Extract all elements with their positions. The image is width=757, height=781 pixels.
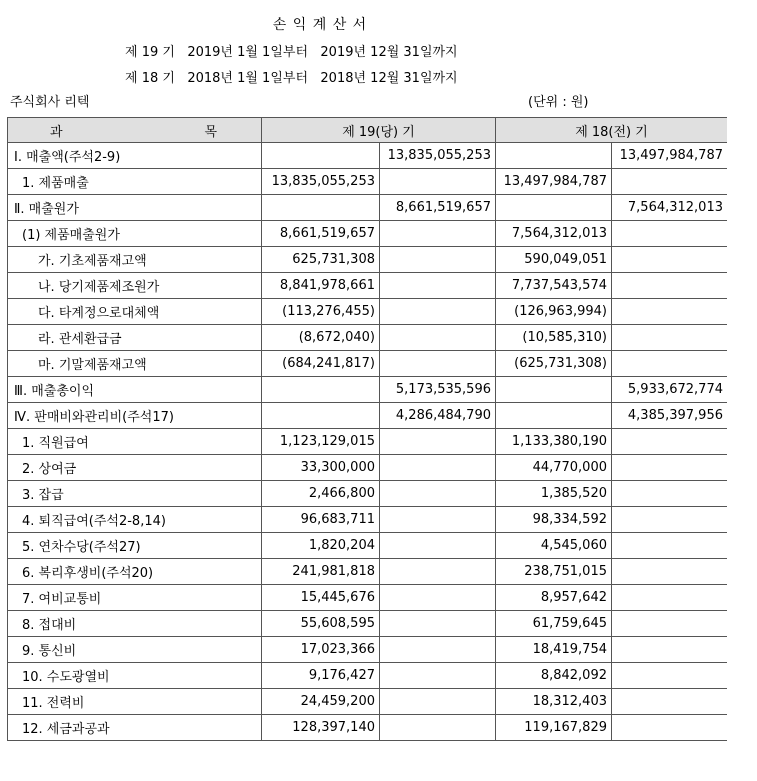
table-row	[8, 559, 728, 585]
current-total-cell: 13,835,055,253	[380, 143, 496, 169]
row-label: Ⅰ. 매출액(주석2-9)	[8, 143, 262, 169]
current-detail-cell: 1,123,129,015	[262, 429, 380, 455]
prior-total-cell	[612, 299, 728, 325]
company-name: 주식회사 리텍	[10, 95, 90, 110]
prior-detail-cell: 4,545,060	[496, 533, 612, 559]
current-detail-cell	[262, 195, 380, 221]
prior-detail-cell: (625,731,308)	[496, 351, 612, 377]
prior-detail-cell: 238,751,015	[496, 559, 612, 585]
prior-total-cell	[612, 351, 728, 377]
current-total-cell	[380, 715, 496, 741]
income-statement-table-container	[7, 117, 727, 781]
prior-detail-cell: 61,759,645	[496, 611, 612, 637]
row-label: 12. 세금과공과	[8, 715, 262, 741]
current-total-cell	[380, 221, 496, 247]
table-row	[8, 689, 728, 715]
current-period-line: 제 19 기 2019년 1월 1일부터 2019년 12월 31일까지	[125, 45, 458, 60]
current-detail-cell: 241,981,818	[262, 559, 380, 585]
row-label: 7. 여비교통비	[8, 585, 262, 611]
prior-detail-cell: 119,167,829	[496, 715, 612, 741]
current-total-cell	[380, 325, 496, 351]
current-detail-cell: 1,820,204	[262, 533, 380, 559]
prior-detail-cell	[496, 403, 612, 429]
prior-detail-cell: 7,737,543,574	[496, 273, 612, 299]
prior-total-cell	[612, 429, 728, 455]
prior-detail-cell	[496, 377, 612, 403]
prior-total-cell	[612, 507, 728, 533]
current-total-cell: 4,286,484,790	[380, 403, 496, 429]
table-row	[8, 481, 728, 507]
prior-detail-cell: 18,419,754	[496, 637, 612, 663]
table-row	[8, 455, 728, 481]
current-detail-cell	[262, 403, 380, 429]
prior-total-cell	[612, 481, 728, 507]
current-detail-cell: (8,672,040)	[262, 325, 380, 351]
row-label: Ⅳ. 판매비와관리비(주석17)	[8, 403, 262, 429]
current-total-cell	[380, 429, 496, 455]
prior-detail-cell: 44,770,000	[496, 455, 612, 481]
row-label: (1) 제품매출원가	[8, 221, 262, 247]
row-label: 가. 기초제품재고액	[8, 247, 262, 273]
current-total-cell	[380, 247, 496, 273]
table-row	[8, 247, 728, 273]
prior-detail-cell: (10,585,310)	[496, 325, 612, 351]
prior-total-cell: 7,564,312,013	[612, 195, 728, 221]
table-row	[8, 507, 728, 533]
current-detail-cell: 96,683,711	[262, 507, 380, 533]
prior-detail-cell: 13,497,984,787	[496, 169, 612, 195]
prior-total-cell	[612, 455, 728, 481]
prior-detail-cell: 590,049,051	[496, 247, 612, 273]
row-label: 4. 퇴직급여(주석2-8,14)	[8, 507, 262, 533]
row-label: 라. 관세환급금	[8, 325, 262, 351]
current-detail-cell: 8,841,978,661	[262, 273, 380, 299]
header-item	[8, 118, 262, 143]
prior-total-cell: 5,933,672,774	[612, 377, 728, 403]
table-row	[8, 351, 728, 377]
row-label: 10. 수도광열비	[8, 663, 262, 689]
prior-detail-cell: 8,957,642	[496, 585, 612, 611]
prior-detail-cell: (126,963,994)	[496, 299, 612, 325]
current-total-cell	[380, 299, 496, 325]
current-total-cell	[380, 481, 496, 507]
row-label: Ⅲ. 매출총이익	[8, 377, 262, 403]
table-row	[8, 429, 728, 455]
prior-total-cell	[612, 689, 728, 715]
row-label: 마. 기말제품재고액	[8, 351, 262, 377]
header-prior-period: 제 18(전) 기	[496, 118, 728, 143]
table-row	[8, 715, 728, 741]
prior-detail-cell: 1,385,520	[496, 481, 612, 507]
table-row	[8, 637, 728, 663]
row-label: 3. 잡급	[8, 481, 262, 507]
table-row	[8, 221, 728, 247]
prior-total-cell	[612, 533, 728, 559]
current-total-cell	[380, 351, 496, 377]
current-total-cell	[380, 533, 496, 559]
row-label: 11. 전력비	[8, 689, 262, 715]
current-total-cell: 8,661,519,657	[380, 195, 496, 221]
prior-detail-cell: 8,842,092	[496, 663, 612, 689]
current-detail-cell: 17,023,366	[262, 637, 380, 663]
header-item-a: 과	[50, 124, 63, 140]
current-detail-cell: 15,445,676	[262, 585, 380, 611]
table-row	[8, 611, 728, 637]
statement-title: 손 익 계 산 서	[272, 17, 368, 33]
prior-total-cell	[612, 585, 728, 611]
prior-total-cell	[612, 221, 728, 247]
header-item-b: 목	[204, 124, 217, 140]
table-header-row	[8, 118, 728, 143]
row-label: 8. 접대비	[8, 611, 262, 637]
prior-total-cell	[612, 559, 728, 585]
prior-detail-cell: 7,564,312,013	[496, 221, 612, 247]
unit-label: (단위 : 원)	[528, 95, 589, 110]
prior-total-cell	[612, 273, 728, 299]
table-row	[8, 325, 728, 351]
prior-total-cell	[612, 663, 728, 689]
row-label: Ⅱ. 매출원가	[8, 195, 262, 221]
current-detail-cell: 9,176,427	[262, 663, 380, 689]
current-total-cell	[380, 585, 496, 611]
current-detail-cell: (113,276,455)	[262, 299, 380, 325]
current-total-cell	[380, 559, 496, 585]
row-label: 1. 직원급여	[8, 429, 262, 455]
header-current-period: 제 19(당) 기	[262, 118, 496, 143]
current-detail-cell: 55,608,595	[262, 611, 380, 637]
table-row	[8, 143, 728, 169]
current-total-cell	[380, 611, 496, 637]
table-row	[8, 273, 728, 299]
prior-total-cell	[612, 247, 728, 273]
prior-total-cell	[612, 611, 728, 637]
current-detail-cell: 2,466,800	[262, 481, 380, 507]
current-total-cell	[380, 637, 496, 663]
current-detail-cell: 13,835,055,253	[262, 169, 380, 195]
current-total-cell: 5,173,535,596	[380, 377, 496, 403]
table-row	[8, 377, 728, 403]
table-row	[8, 299, 728, 325]
income-statement-table	[7, 117, 727, 741]
prior-total-cell	[612, 715, 728, 741]
current-detail-cell: 33,300,000	[262, 455, 380, 481]
row-label: 다. 타계정으로대체액	[8, 299, 262, 325]
prior-detail-cell: 98,334,592	[496, 507, 612, 533]
prior-detail-cell: 1,133,380,190	[496, 429, 612, 455]
current-total-cell	[380, 273, 496, 299]
row-label: 5. 연차수당(주석27)	[8, 533, 262, 559]
row-label: 9. 통신비	[8, 637, 262, 663]
current-detail-cell: 8,661,519,657	[262, 221, 380, 247]
prior-total-cell	[612, 325, 728, 351]
row-label: 나. 당기제품제조원가	[8, 273, 262, 299]
current-total-cell	[380, 689, 496, 715]
table-row	[8, 403, 728, 429]
current-total-cell	[380, 663, 496, 689]
prior-detail-cell	[496, 143, 612, 169]
row-label: 6. 복리후생비(주석20)	[8, 559, 262, 585]
table-row	[8, 195, 728, 221]
table-row	[8, 663, 728, 689]
prior-total-cell	[612, 637, 728, 663]
current-total-cell	[380, 455, 496, 481]
current-detail-cell: (684,241,817)	[262, 351, 380, 377]
current-detail-cell: 625,731,308	[262, 247, 380, 273]
current-detail-cell	[262, 377, 380, 403]
table-row	[8, 169, 728, 195]
prior-detail-cell: 18,312,403	[496, 689, 612, 715]
current-detail-cell	[262, 143, 380, 169]
current-detail-cell: 24,459,200	[262, 689, 380, 715]
prior-total-cell: 4,385,397,956	[612, 403, 728, 429]
current-total-cell	[380, 169, 496, 195]
prior-total-cell	[612, 169, 728, 195]
table-row	[8, 533, 728, 559]
prior-detail-cell	[496, 195, 612, 221]
row-label: 1. 제품매출	[8, 169, 262, 195]
row-label: 2. 상여금	[8, 455, 262, 481]
current-detail-cell: 128,397,140	[262, 715, 380, 741]
prior-period-line: 제 18 기 2018년 1월 1일부터 2018년 12월 31일까지	[125, 71, 458, 86]
current-total-cell	[380, 507, 496, 533]
prior-total-cell: 13,497,984,787	[612, 143, 728, 169]
table-row	[8, 585, 728, 611]
